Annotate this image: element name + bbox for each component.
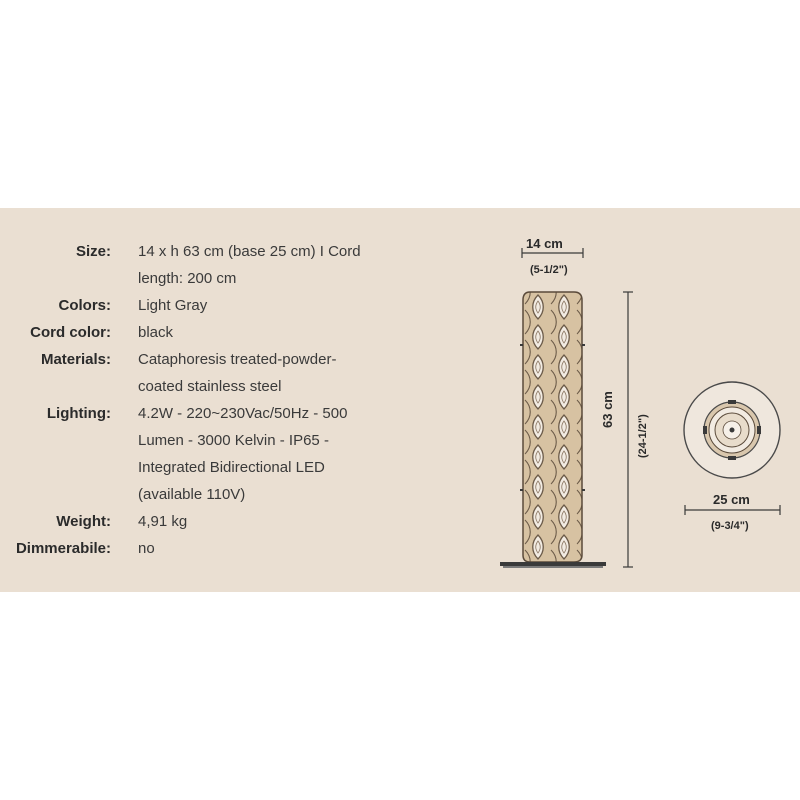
- spec-value-line: 4,91 kg: [138, 513, 188, 530]
- spec-value-line: no: [138, 540, 155, 557]
- spec-label: Cord color:: [30, 324, 111, 341]
- top-view-diagram: [684, 382, 780, 478]
- spec-value-line: (available 110V): [138, 486, 246, 503]
- spec-value-line: coated stainless steel: [138, 378, 282, 395]
- spec-value-line: Lumen - 3000 Kelvin - IP65 -: [138, 432, 329, 449]
- height-label: 63 cm: [600, 391, 615, 428]
- spec-value-line: Light Gray: [138, 297, 208, 314]
- height-dimension-line: [623, 292, 633, 567]
- spec-label: Weight:: [56, 513, 111, 530]
- width-inch-label: (5-1/2"): [530, 264, 568, 276]
- lamp-base: [500, 562, 606, 568]
- spec-value-line: Integrated Bidirectional LED: [138, 459, 325, 476]
- base-label: 25 cm: [713, 492, 750, 507]
- lamp-body: [520, 292, 585, 562]
- spec-value-line: Cataphoresis treated-powder-: [138, 351, 337, 368]
- height-inch-label: (24-1/2"): [637, 414, 649, 458]
- spec-label: Size:: [75, 243, 111, 260]
- spec-label: Lighting:: [46, 405, 111, 422]
- spec-value-line: black: [138, 324, 174, 341]
- spec-label: Dimmerabile:: [15, 540, 111, 557]
- spec-label: Colors:: [58, 297, 111, 314]
- spec-value-line: 14 x h 63 cm (base 25 cm) I Cord: [138, 243, 361, 260]
- spec-value-line: length: 200 cm: [138, 270, 237, 287]
- width-label: 14 cm: [526, 236, 563, 251]
- spec-value-line: 4.2W - 220~230Vac/50Hz - 500: [138, 405, 348, 422]
- base-inch-label: (9-3/4"): [711, 520, 749, 532]
- spec-label: Materials:: [40, 351, 111, 368]
